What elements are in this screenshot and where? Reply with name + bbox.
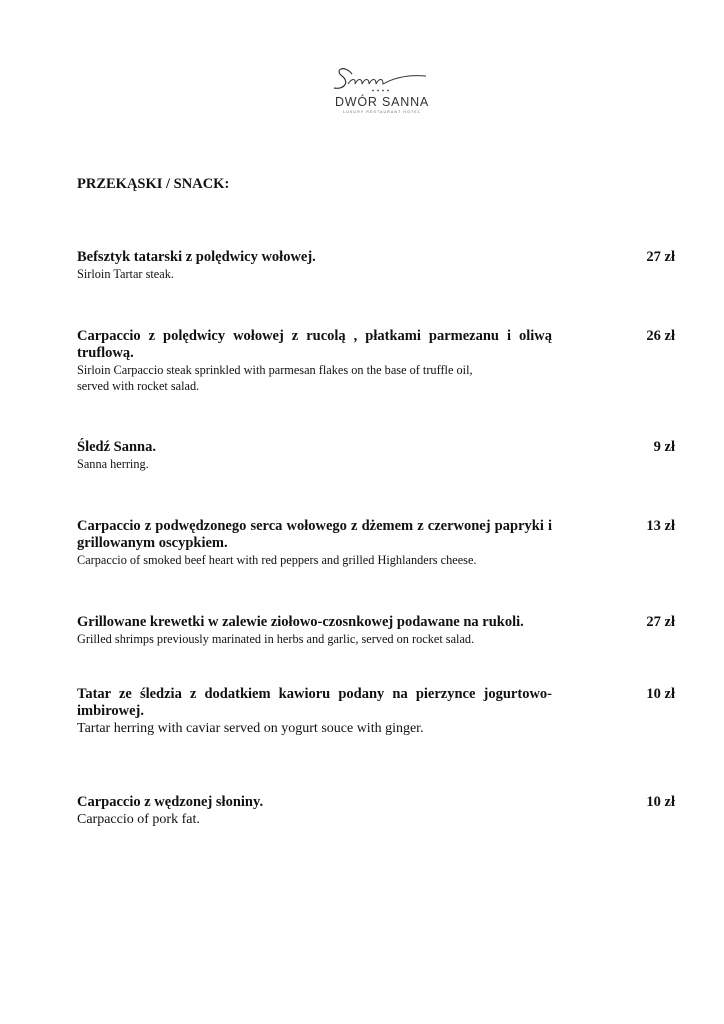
restaurant-logo bbox=[322, 62, 442, 118]
menu-item bbox=[77, 518, 675, 568]
menu-item bbox=[77, 794, 675, 828]
item-price: 13 zł bbox=[646, 518, 675, 534]
item-name-pl: Tatar ze śledzia z dodatkiem kawioru podany na pierzynce jogurtowo-imbirowej. bbox=[77, 686, 552, 719]
item-name-pl: Befsztyk tatarski z polędwicy wołowej. bbox=[77, 249, 316, 265]
logo-script-mark bbox=[322, 62, 442, 94]
item-name-en: Carpaccio of smoked beef heart with red peppers and grilled Highlanders cheese. bbox=[77, 553, 477, 567]
item-name-en: Grilled shrimps previously marinated in herbs and garlic, served on rocket salad. bbox=[77, 632, 475, 646]
menu-item bbox=[77, 249, 675, 282]
item-price: 9 zł bbox=[653, 439, 675, 455]
item-name-pl: Carpaccio z polędwicy wołowej z rucolą , płatkami parmezanu i oliwą truflową. bbox=[77, 328, 552, 361]
item-name-en: Tartar herring with caviar served on yogurt souce with ginger. bbox=[77, 721, 424, 736]
logo-name: DWÓR SANNA bbox=[334, 95, 430, 109]
item-price: 26 zł bbox=[646, 328, 675, 344]
logo-tagline: LUXURY RESTAURANT HOTEL bbox=[343, 110, 421, 114]
item-name-pl: Śledź Sanna. bbox=[77, 439, 156, 455]
item-name-en: Sirloin Carpaccio steak sprinkled with parmesan flakes on the base of truffle oil, bbox=[77, 363, 473, 377]
item-name-en: Sirloin Tartar steak. bbox=[77, 267, 174, 281]
menu-item bbox=[77, 328, 675, 394]
item-price: 27 zł bbox=[646, 614, 675, 630]
menu-item bbox=[77, 614, 675, 647]
menu-item bbox=[77, 686, 675, 737]
item-price: 10 zł bbox=[646, 686, 675, 702]
item-name-pl: Carpaccio z wędzonej słoniny. bbox=[77, 794, 264, 810]
item-name-pl: Carpaccio z podwędzonego serca wołowego z dżemem z czerwonej papryki i grillowanym oscypkiem. bbox=[77, 518, 552, 551]
item-name-en: Sanna herring. bbox=[77, 457, 149, 471]
item-name-pl: Grillowane krewetki w zalewie ziołowo-czosnkowej podawane na rukoli. bbox=[77, 614, 524, 630]
item-price: 10 zł bbox=[646, 794, 675, 810]
menu-item bbox=[77, 439, 675, 472]
item-price: 27 zł bbox=[646, 249, 675, 265]
item-name-en: Carpaccio of pork fat. bbox=[77, 812, 200, 827]
section-heading: PRZEKĄSKI / SNACK: bbox=[77, 176, 230, 192]
item-name-en-line2: served with rocket salad. bbox=[77, 379, 200, 393]
